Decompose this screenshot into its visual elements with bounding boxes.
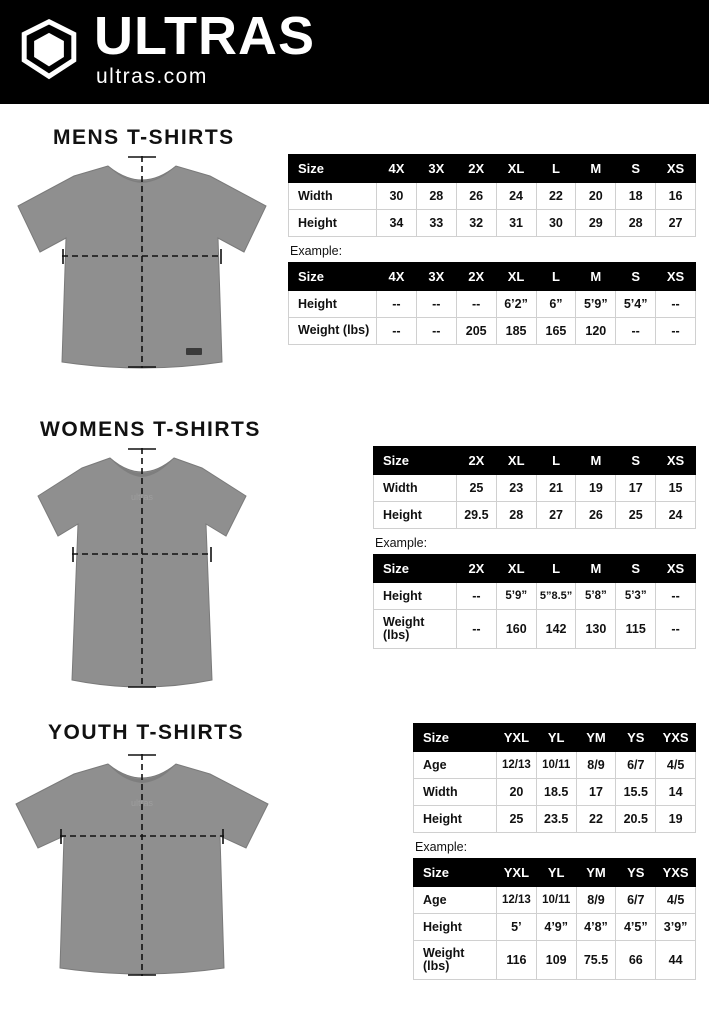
col-head: XL (496, 155, 536, 183)
cell: 115 (616, 610, 656, 649)
table-row (289, 291, 696, 318)
cell: 19 (656, 806, 696, 833)
cell: 8/9 (576, 752, 616, 779)
cell: 29 (576, 210, 616, 237)
cell: 30 (377, 183, 417, 210)
cell: 15.5 (616, 779, 656, 806)
col-head: Size (289, 155, 377, 183)
col-head: L (536, 263, 576, 291)
table-header-row (414, 859, 696, 887)
cell: 66 (616, 941, 656, 980)
col-head: XS (656, 555, 696, 583)
cell: 4’9” (536, 914, 576, 941)
cell: 28 (416, 183, 456, 210)
col-head: Size (374, 555, 457, 583)
cell: 5’9” (496, 583, 536, 610)
table-row (374, 502, 696, 529)
cell: -- (457, 583, 497, 610)
cell: 116 (497, 941, 537, 980)
col-head: Size (414, 859, 497, 887)
row-label: Age (414, 752, 497, 779)
brand-text-block (94, 6, 315, 88)
youth-example-table (413, 858, 696, 980)
col-head: XL (496, 263, 536, 291)
svg-text:ultras: ultras (130, 492, 154, 502)
cell: 185 (496, 318, 536, 345)
col-head: XS (656, 155, 696, 183)
cell: 5’9” (576, 291, 616, 318)
cell: 5”8.5” (536, 583, 576, 610)
col-head: M (576, 263, 616, 291)
cell: 16 (656, 183, 696, 210)
cell: 32 (456, 210, 496, 237)
row-label: Weight (lbs) (289, 318, 377, 345)
col-head: XS (656, 447, 696, 475)
col-head: S (616, 555, 656, 583)
col-head: L (536, 555, 576, 583)
row-label: Age (414, 887, 497, 914)
col-head: YM (576, 859, 616, 887)
cell: 22 (536, 183, 576, 210)
cell: 8/9 (576, 887, 616, 914)
col-head: YL (536, 859, 576, 887)
cell: 25 (457, 475, 497, 502)
mens-size-table (288, 154, 696, 237)
cell: -- (457, 610, 497, 649)
row-label: Height (374, 502, 457, 529)
cell: 20 (576, 183, 616, 210)
table-row (414, 752, 696, 779)
col-head: XS (656, 263, 696, 291)
cell: -- (416, 318, 456, 345)
col-head: Size (414, 724, 497, 752)
cell: 142 (536, 610, 576, 649)
section-title-mens: MENS T-SHIRTS (53, 126, 235, 149)
cell: 33 (416, 210, 456, 237)
ultras-shield-icon (18, 18, 80, 80)
col-head: XL (496, 555, 536, 583)
cell: 27 (536, 502, 576, 529)
cell: 14 (656, 779, 696, 806)
cell: -- (616, 318, 656, 345)
cell: -- (377, 318, 417, 345)
cell: 6/7 (616, 887, 656, 914)
table-row (289, 318, 696, 345)
womens-tables (373, 446, 696, 649)
cell: 26 (576, 502, 616, 529)
row-label: Height (414, 914, 497, 941)
cell: 15 (656, 475, 696, 502)
col-head: 4X (377, 263, 417, 291)
row-label: Width (414, 779, 497, 806)
row-label: Height (414, 806, 497, 833)
cell: 19 (576, 475, 616, 502)
table-header-row (374, 447, 696, 475)
col-head: S (616, 447, 656, 475)
mens-tables (288, 154, 696, 345)
col-head: YS (616, 859, 656, 887)
col-head: S (616, 155, 656, 183)
cell: 25 (497, 806, 537, 833)
col-head: S (616, 263, 656, 291)
row-label: Width (289, 183, 377, 210)
table-header-row (374, 555, 696, 583)
cell: 6’2” (496, 291, 536, 318)
cell: 6” (536, 291, 576, 318)
cell: 34 (377, 210, 417, 237)
cell: 12/13 (497, 752, 537, 779)
cell: 18.5 (536, 779, 576, 806)
cell: 4’8” (576, 914, 616, 941)
table-row (374, 610, 696, 649)
table-row (289, 183, 696, 210)
cell: 165 (536, 318, 576, 345)
cell: 3’9” (656, 914, 696, 941)
cell: 26 (456, 183, 496, 210)
col-head: 2X (457, 447, 497, 475)
cell: 75.5 (576, 941, 616, 980)
cell: -- (456, 291, 496, 318)
col-head: YXL (497, 724, 537, 752)
mens-tshirt-image (8, 152, 276, 392)
cell: 20 (497, 779, 537, 806)
cell: -- (656, 291, 696, 318)
table-row (414, 887, 696, 914)
cell: 4/5 (656, 887, 696, 914)
cell: 12/13 (497, 887, 537, 914)
cell: 44 (656, 941, 696, 980)
cell: 24 (656, 502, 696, 529)
cell: 17 (616, 475, 656, 502)
cell: 25 (616, 502, 656, 529)
cell: 23 (496, 475, 536, 502)
table-header-row (289, 263, 696, 291)
cell: 10/11 (536, 752, 576, 779)
section-title-youth: YOUTH T-SHIRTS (48, 721, 245, 744)
cell: -- (656, 610, 696, 649)
cell: 130 (576, 610, 616, 649)
womens-example-label: Example: (375, 536, 428, 550)
svg-text:ultras: ultras (130, 798, 154, 808)
col-head: YXL (497, 859, 537, 887)
table-row (414, 914, 696, 941)
mens-example-table (288, 262, 696, 345)
table-row (289, 210, 696, 237)
womens-tshirt-image (26, 444, 258, 706)
cell: -- (656, 318, 696, 345)
col-head: M (576, 555, 616, 583)
col-head: Size (374, 447, 457, 475)
womens-example-table (373, 554, 696, 649)
cell: 5’4” (616, 291, 656, 318)
cell: 28 (496, 502, 536, 529)
table-header-row (289, 155, 696, 183)
mens-example-label: Example: (290, 244, 343, 258)
cell: 120 (576, 318, 616, 345)
youth-example-label: Example: (415, 840, 468, 854)
cell: 4’5” (616, 914, 656, 941)
cell: 30 (536, 210, 576, 237)
row-label: Weight (lbs) (414, 941, 497, 980)
col-head: YS (616, 724, 656, 752)
row-label: Weight (lbs) (374, 610, 457, 649)
row-label: Height (289, 210, 377, 237)
cell: 23.5 (536, 806, 576, 833)
row-label: Height (374, 583, 457, 610)
youth-tshirt-image (6, 748, 278, 998)
col-head: 2X (456, 155, 496, 183)
cell: 24 (496, 183, 536, 210)
row-label: Width (374, 475, 457, 502)
cell: 21 (536, 475, 576, 502)
cell: -- (416, 291, 456, 318)
brand-header (0, 0, 709, 104)
cell: 20.5 (616, 806, 656, 833)
col-head: L (536, 155, 576, 183)
cell: 160 (496, 610, 536, 649)
cell: 28 (616, 210, 656, 237)
cell: 22 (576, 806, 616, 833)
section-title-womens: WOMENS T-SHIRTS (40, 418, 261, 441)
cell: 18 (616, 183, 656, 210)
col-head: 2X (457, 555, 497, 583)
col-head: 4X (377, 155, 417, 183)
col-head: M (576, 447, 616, 475)
col-head: L (536, 447, 576, 475)
col-head: Size (289, 263, 377, 291)
cell: 5’ (497, 914, 537, 941)
cell: -- (377, 291, 417, 318)
youth-size-table (413, 723, 696, 833)
cell: 6/7 (616, 752, 656, 779)
col-head: 2X (456, 263, 496, 291)
row-label: Height (289, 291, 377, 318)
cell: 5’3” (616, 583, 656, 610)
cell: 17 (576, 779, 616, 806)
col-head: M (576, 155, 616, 183)
col-head: YXS (656, 724, 696, 752)
cell: 29.5 (457, 502, 497, 529)
womens-size-table (373, 446, 696, 529)
table-row (414, 941, 696, 980)
cell: 10/11 (536, 887, 576, 914)
col-head: YM (576, 724, 616, 752)
brand-name: ULTRAS (94, 6, 315, 67)
table-row (414, 806, 696, 833)
table-header-row (414, 724, 696, 752)
table-row (374, 475, 696, 502)
col-head: YL (536, 724, 576, 752)
cell: 4/5 (656, 752, 696, 779)
cell: 205 (456, 318, 496, 345)
cell: -- (656, 583, 696, 610)
youth-tables (413, 723, 696, 980)
col-head: 3X (416, 155, 456, 183)
cell: 31 (496, 210, 536, 237)
table-row (414, 779, 696, 806)
cell: 27 (656, 210, 696, 237)
brand-website: ultras.com (96, 64, 208, 88)
table-row (374, 583, 696, 610)
col-head: YXS (656, 859, 696, 887)
cell: 109 (536, 941, 576, 980)
col-head: 3X (416, 263, 456, 291)
cell: 5’8” (576, 583, 616, 610)
col-head: XL (496, 447, 536, 475)
